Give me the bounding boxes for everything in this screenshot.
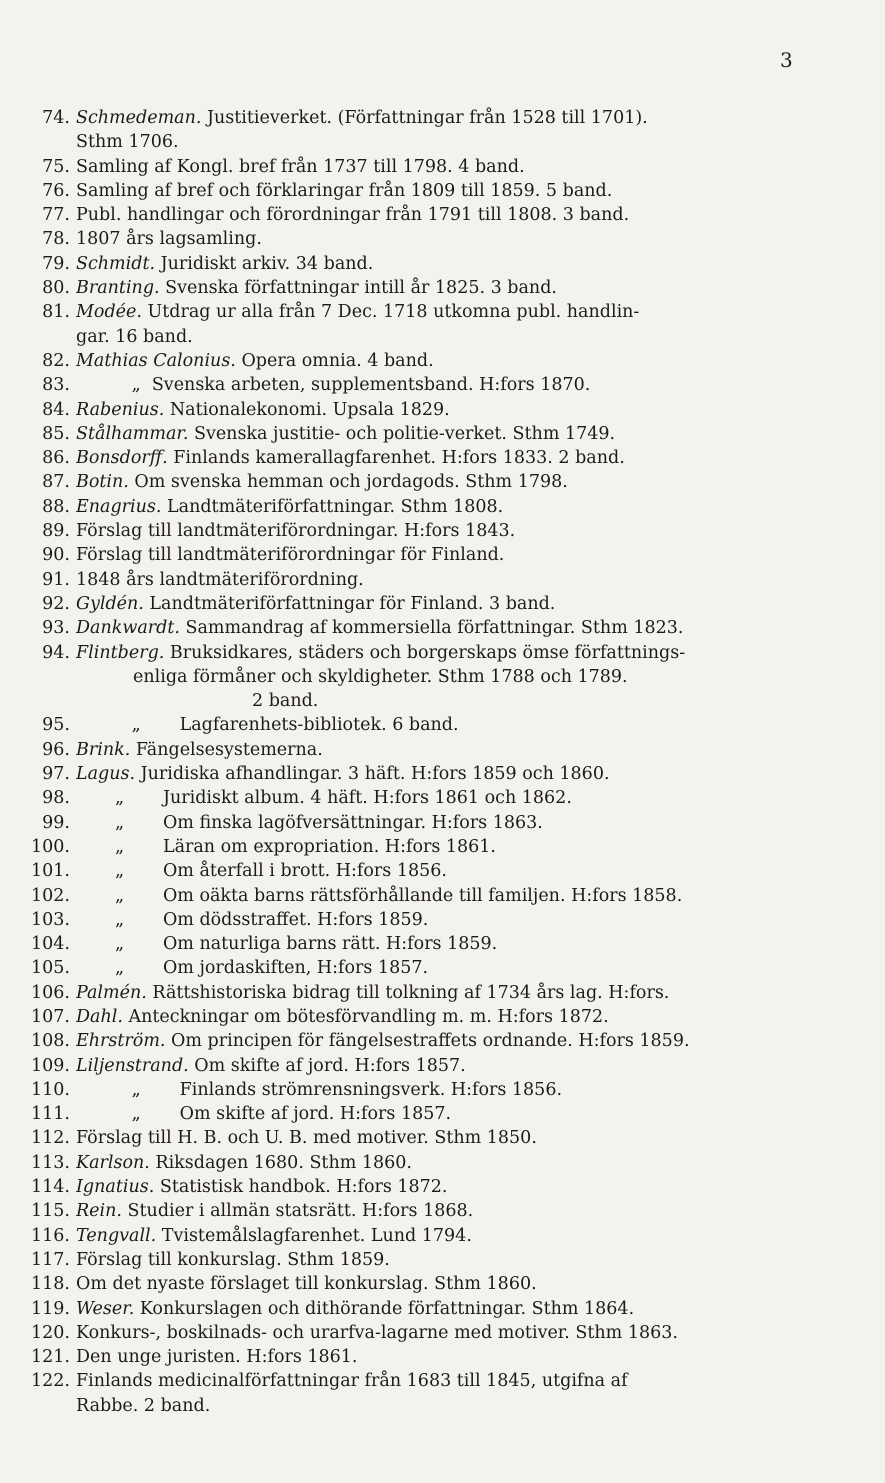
list-item — [0, 1321, 885, 1345]
entry-title: Om skifte af jord. H:fors 1857. — [188, 1055, 466, 1076]
entry-text — [76, 179, 885, 203]
entry-number: 92. — [42, 593, 70, 614]
entry-text — [76, 446, 885, 470]
entry-title: „ Om jordaskiften, H:fors 1857. — [76, 958, 429, 979]
entry-title: Fängelsesystemerna. — [130, 739, 323, 760]
entry-number: 122. — [31, 1371, 70, 1392]
entry-author: Schmedeman. — [76, 108, 202, 128]
list-item — [0, 908, 885, 932]
list-item — [0, 1078, 885, 1102]
list-item — [0, 276, 885, 300]
entry-title: Riksdagen 1680. Sthm 1860. — [149, 1152, 412, 1173]
entry-number: 109. — [31, 1055, 70, 1076]
entry-title: Förslag till landtmäteriförordningar för Finland. — [76, 545, 505, 566]
list-item — [0, 155, 885, 179]
entry-text — [76, 956, 885, 980]
entry-author: Tengvall. — [76, 1225, 157, 1246]
list-item — [0, 543, 885, 567]
entry-number: 91. — [42, 569, 70, 590]
entry-text — [76, 398, 885, 422]
entry-text — [76, 641, 885, 665]
entry-title: Juridiskt arkiv. 34 band. — [155, 253, 374, 274]
bibliography-list — [0, 106, 885, 1418]
entry-title: Svenska justitie- och politie-verket. Sthm 1749. — [188, 423, 616, 444]
entry-number: 115. — [31, 1201, 70, 1222]
entry-text — [76, 203, 885, 227]
list-item — [0, 956, 885, 980]
entry-author: Enagrius. — [76, 496, 162, 517]
list-item — [0, 738, 885, 762]
entry-author: Gyldén. — [76, 593, 144, 614]
entry-number: 112. — [31, 1128, 70, 1149]
entry-number: 85. — [42, 423, 70, 444]
entry-number: 76. — [42, 180, 70, 201]
entry-author: Liljenstrand. — [76, 1055, 189, 1076]
entry-title: Förslag till konkurslag. Sthm 1859. — [76, 1249, 390, 1270]
list-item — [0, 981, 885, 1005]
entry-title: Om det nyaste förslaget till konkurslag. Sthm 1860. — [76, 1274, 537, 1295]
entry-text — [76, 738, 885, 762]
list-item — [0, 446, 885, 470]
entry-text — [76, 422, 885, 446]
entry-text — [76, 592, 885, 616]
entry-title: Om svenska hemman och jordagods. Sthm 1798. — [128, 472, 568, 493]
list-item — [0, 1102, 885, 1126]
list-item — [0, 1369, 885, 1393]
entry-author: Flintberg. — [76, 642, 165, 663]
entry-title: Svenska författningar intill år 1825. 3 band. — [159, 278, 557, 299]
entry-number: 102. — [31, 885, 70, 906]
entry-title: Statistisk handbok. H:fors 1872. — [154, 1177, 448, 1198]
entry-title: Finlands kamerallagfarenhet. H:fors 1833. 2 band. — [167, 448, 625, 469]
list-item — [0, 786, 885, 810]
list-item — [0, 106, 885, 130]
entry-title: Förslag till landtmäteriförordningar. H:fors 1843. — [76, 521, 516, 542]
entry-text — [76, 713, 885, 737]
entry-text — [76, 519, 885, 543]
entry-text — [76, 1054, 885, 1078]
entry-author: Lagus. — [76, 764, 136, 785]
entry-number: 116. — [31, 1225, 70, 1246]
list-item — [0, 422, 885, 446]
list-item — [0, 1248, 885, 1272]
entry-text — [76, 349, 885, 373]
entry-text — [76, 568, 885, 592]
entry-number: 89. — [42, 521, 70, 542]
entry-text — [76, 1272, 885, 1296]
entry-continuation: 2 band. — [252, 691, 319, 712]
entry-title: „ Om dödsstraffet. H:fors 1859. — [76, 909, 429, 930]
entry-title: Nationalekonomi. Upsala 1829. — [164, 399, 450, 420]
entry-text — [76, 908, 885, 932]
entry-number: 77. — [42, 205, 70, 226]
entry-title: „ Lagfarenhets-bibliotek. 6 band. — [76, 715, 459, 736]
list-item — [0, 641, 885, 665]
entry-number: 74. — [42, 108, 70, 128]
entry-number: 108. — [31, 1031, 70, 1052]
entry-title: „ Läran om expropriation. H:fors 1861. — [76, 836, 496, 857]
entry-text — [76, 276, 885, 300]
list-item — [0, 1224, 885, 1248]
list-item — [0, 1029, 885, 1053]
entry-title: Konkurs-, boskilnads- och urarfva-lagarne med motiver. Sthm 1863. — [76, 1322, 678, 1343]
entry-number: 90. — [42, 545, 70, 566]
entry-number: 118. — [31, 1274, 70, 1295]
entry-title: „ Om finska lagöfversättningar. H:fors 1863. — [76, 812, 543, 833]
entry-number: 94. — [42, 642, 70, 663]
entry-text — [76, 1345, 885, 1369]
entry-number: 78. — [42, 229, 70, 250]
entry-number: 84. — [42, 399, 70, 420]
list-item — [0, 1151, 885, 1175]
entry-number: 106. — [31, 982, 70, 1003]
list-item — [0, 592, 885, 616]
entry-title: „ Finlands strömrensningsverk. H:fors 1856. — [76, 1079, 563, 1100]
list-item — [0, 1005, 885, 1029]
list-item — [0, 835, 885, 859]
entry-text — [76, 786, 885, 810]
entry-number: 87. — [42, 472, 70, 493]
list-item — [0, 616, 885, 640]
entry-title: Publ. handlingar och förordningar från 1791 till 1808. 3 band. — [76, 205, 630, 226]
entry-text — [76, 106, 885, 130]
entry-title: Konkurslagen och dithörande författningar. Sthm 1864. — [134, 1298, 635, 1319]
entry-number: 79. — [42, 253, 70, 274]
list-item — [0, 1126, 885, 1150]
entry-author: Botin. — [76, 472, 129, 493]
entry-number: 110. — [31, 1079, 70, 1100]
entry-author: Modée. — [76, 302, 142, 323]
entry-text — [76, 835, 885, 859]
list-item — [0, 398, 885, 422]
entry-text — [76, 1321, 885, 1345]
entry-text — [76, 616, 885, 640]
entry-title: Juridiska afhandlingar. 3 häft. H:fors 1859 och 1860. — [135, 764, 610, 785]
entry-text — [76, 1297, 885, 1321]
entry-number: 107. — [31, 1006, 70, 1027]
entry-title: Bruksidkares, städers och borgerskaps ömse författnings- — [164, 642, 686, 663]
list-item — [0, 762, 885, 786]
list-item — [0, 1345, 885, 1369]
entry-title: Den unge juristen. H:fors 1861. — [76, 1347, 358, 1368]
entry-title: Samling af Kongl. bref från 1737 till 1798. 4 band. — [76, 156, 525, 177]
entry-number: 99. — [42, 812, 70, 833]
list-item — [0, 227, 885, 251]
entry-author: Dahl. — [76, 1006, 123, 1027]
entry-text — [76, 1369, 885, 1393]
list-item — [0, 300, 885, 324]
entry-number: 105. — [31, 958, 70, 979]
entry-text — [76, 1029, 885, 1053]
list-item — [0, 203, 885, 227]
list-item — [0, 1054, 885, 1078]
entry-title: Tvistemålslagfarenhet. Lund 1794. — [156, 1225, 472, 1246]
entry-text — [76, 981, 885, 1005]
entry-number: 113. — [31, 1152, 70, 1173]
entry-text — [76, 811, 885, 835]
entry-number: 121. — [31, 1347, 70, 1368]
entry-author: Dankwardt. — [76, 618, 180, 639]
list-item — [0, 859, 885, 883]
entry-author: Ignatius. — [76, 1177, 155, 1198]
entry-text — [76, 227, 885, 251]
entry-text — [76, 1224, 885, 1248]
entry-author: Brink. — [76, 739, 131, 760]
entry-continuation: Sthm 1706. — [76, 132, 179, 153]
entry-number: 82. — [42, 350, 70, 371]
entry-author: Bonsdorff. — [76, 448, 168, 469]
entry-number: 97. — [42, 764, 70, 785]
entry-number: 101. — [31, 861, 70, 882]
entry-continuation: Rabbe. 2 band. — [76, 1395, 211, 1416]
entry-title: Finlands medicinalförfattningar från 1683 till 1845, utgifna af — [76, 1371, 628, 1392]
entry-number: 96. — [42, 739, 70, 760]
entry-number: 98. — [42, 788, 70, 809]
entry-text — [76, 252, 885, 276]
list-item — [0, 519, 885, 543]
entry-number: 93. — [42, 618, 70, 639]
entry-text — [76, 1248, 885, 1272]
entry-text — [76, 543, 885, 567]
entry-text — [76, 373, 885, 397]
entry-title: Utdrag ur alla från 7 Dec. 1718 utkomna publ. handlin- — [141, 302, 640, 323]
entry-author: Karlson. — [76, 1152, 150, 1173]
entry-number: 83. — [42, 375, 70, 396]
entry-text — [76, 1175, 885, 1199]
list-item — [0, 373, 885, 397]
entry-text — [76, 155, 885, 179]
entry-text — [76, 1078, 885, 1102]
entry-text — [76, 762, 885, 786]
page-number: 3 — [780, 48, 793, 72]
entry-title: 1848 års landtmäteriförordning. — [76, 569, 364, 590]
entry-author: Schmidt. — [76, 253, 156, 274]
entry-author: Palmén. — [76, 982, 147, 1003]
list-item — [0, 1297, 885, 1321]
list-item — [0, 252, 885, 276]
entry-title: „ Juridiskt album. 4 häft. H:fors 1861 och 1862. — [76, 788, 572, 809]
entry-title: „ Om naturliga barns rätt. H:fors 1859. — [76, 934, 498, 955]
list-item — [0, 811, 885, 835]
list-item — [0, 713, 885, 737]
entry-title: Sammandrag af kommersiella författningar. Sthm 1823. — [179, 618, 684, 639]
list-item — [0, 349, 885, 373]
entry-title: Om principen för fängelsestraffets ordnande. H:fors 1859. — [165, 1031, 690, 1052]
entry-number: 88. — [42, 496, 70, 517]
entry-text — [76, 1102, 885, 1126]
entry-number: 80. — [42, 278, 70, 299]
list-item — [0, 932, 885, 956]
entry-title: Rättshistoriska bidrag till tolkning af 1734 års lag. H:fors. — [146, 982, 670, 1003]
entry-text — [76, 932, 885, 956]
entry-title: Förslag till H. B. och U. B. med motiver. Sthm 1850. — [76, 1128, 537, 1149]
list-item — [0, 1199, 885, 1223]
entry-number: 104. — [31, 934, 70, 955]
entry-number: 86. — [42, 448, 70, 469]
list-item — [0, 1175, 885, 1199]
entry-text — [76, 1199, 885, 1223]
entry-title: Justitieverket. (Författningar från 1528 till 1701). — [201, 108, 648, 128]
entry-text — [76, 1005, 885, 1029]
entry-number: 100. — [31, 836, 70, 857]
entry-title: Studier i allmän statsrätt. H:fors 1868. — [121, 1201, 474, 1222]
entry-title: Samling af bref och förklaringar från 1809 till 1859. 5 band. — [76, 180, 613, 201]
entry-continuation: enliga förmåner och skyldigheter. Sthm 1788 och 1789. — [133, 666, 628, 687]
list-item — [0, 568, 885, 592]
entry-continuation: gar. 16 band. — [76, 326, 193, 347]
entry-text — [76, 495, 885, 519]
entry-number: 103. — [31, 909, 70, 930]
entry-author: Rein. — [76, 1201, 122, 1222]
entry-author: Branting. — [76, 278, 160, 299]
entry-text — [76, 859, 885, 883]
entry-title: Anteckningar om bötesförvandling m. m. H:fors 1872. — [122, 1006, 609, 1027]
list-item — [0, 179, 885, 203]
entry-text — [76, 884, 885, 908]
entry-title: „ Om återfall i brott. H:fors 1856. — [76, 861, 447, 882]
entry-number: 120. — [31, 1322, 70, 1343]
list-item — [0, 495, 885, 519]
list-item — [0, 1272, 885, 1296]
entry-number: 75. — [42, 156, 70, 177]
entry-text — [76, 470, 885, 494]
entry-number: 81. — [42, 302, 70, 323]
entry-title: 1807 års lagsamling. — [76, 229, 262, 250]
entry-title: Landtmäteriförfattningar. Sthm 1808. — [161, 496, 504, 517]
entry-title: Landtmäteriförfattningar för Finland. 3 band. — [143, 593, 556, 614]
entry-number: 111. — [31, 1104, 70, 1125]
entry-number: 114. — [31, 1177, 70, 1198]
entry-author: Mathias Calonius. — [76, 350, 236, 371]
list-item — [0, 884, 885, 908]
entry-title: Opera omnia. 4 band. — [235, 350, 434, 371]
entry-author: Rabenius. — [76, 399, 165, 420]
entry-author: Weser. — [76, 1298, 135, 1319]
list-item — [0, 470, 885, 494]
entry-number: 95. — [42, 715, 70, 736]
entry-text — [76, 1126, 885, 1150]
entry-text — [76, 1151, 885, 1175]
entry-title: „ Om skifte af jord. H:fors 1857. — [76, 1104, 452, 1125]
entry-author: Ehrström. — [76, 1031, 166, 1052]
entry-title: „ Svenska arbeten, supplementsband. H:fors 1870. — [76, 375, 591, 396]
entry-author: Stålhammar. — [76, 423, 189, 444]
entry-number: 117. — [31, 1249, 70, 1270]
entry-number: 119. — [31, 1298, 70, 1319]
entry-title: „ Om oäkta barns rättsförhållande till familjen. H:fors 1858. — [76, 885, 683, 906]
entry-text — [76, 300, 885, 324]
